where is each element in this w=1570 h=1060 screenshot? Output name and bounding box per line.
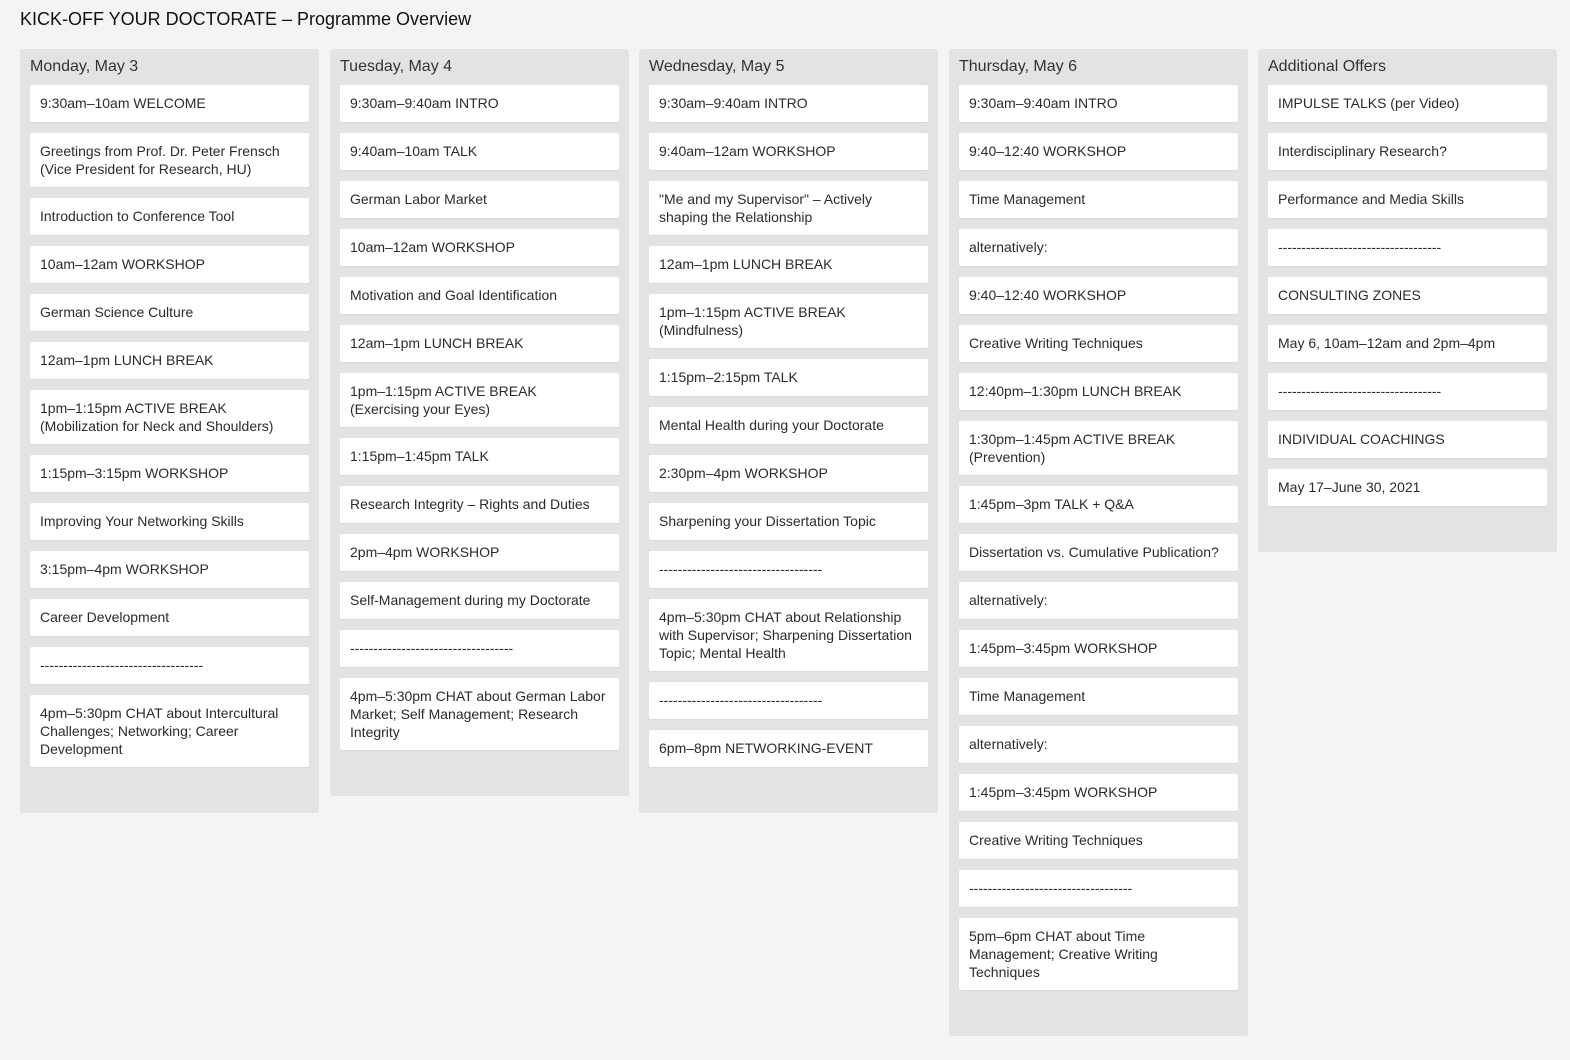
column-additional-offers [1258,49,1557,552]
card[interactable]: 1pm–1:15pm ACTIVE BREAK (Exercising your Eyes) [340,373,619,427]
card-list [1258,85,1557,506]
card[interactable]: IMPULSE TALKS (per Video) [1268,85,1547,122]
card[interactable]: ----------------------------------- [1268,229,1547,266]
card[interactable]: INDIVIDUAL COACHINGS [1268,421,1547,458]
card[interactable]: Research Integrity – Rights and Duties [340,486,619,523]
card[interactable]: 6pm–8pm NETWORKING-EVENT [649,730,928,767]
card[interactable]: ----------------------------------- [649,551,928,588]
card[interactable]: 9:30am–9:40am INTRO [959,85,1238,122]
card[interactable]: CONSULTING ZONES [1268,277,1547,314]
card[interactable]: alternatively: [959,582,1238,619]
card[interactable]: Time Management [959,181,1238,218]
card[interactable]: 1:45pm–3:45pm WORKSHOP [959,774,1238,811]
card[interactable]: Mental Health during your Doctorate [649,407,928,444]
card[interactable]: 1pm–1:15pm ACTIVE BREAK (Mindfulness) [649,294,928,348]
card[interactable]: German Science Culture [30,294,309,331]
card[interactable]: ----------------------------------- [1268,373,1547,410]
card-list [949,85,1248,990]
card[interactable]: 1:30pm–1:45pm ACTIVE BREAK (Prevention) [959,421,1238,475]
card[interactable]: German Labor Market [340,181,619,218]
card[interactable]: "Me and my Supervisor" – Actively shaping the Relationship [649,181,928,235]
card[interactable]: 3:15pm–4pm WORKSHOP [30,551,309,588]
page-title: KICK-OFF YOUR DOCTORATE – Programme Overview [20,9,472,29]
card[interactable]: 1:45pm–3pm TALK + Q&A [959,486,1238,523]
card[interactable]: 2pm–4pm WORKSHOP [340,534,619,571]
card[interactable]: Interdisciplinary Research? [1268,133,1547,170]
card[interactable]: Creative Writing Techniques [959,822,1238,859]
card[interactable]: 12am–1pm LUNCH BREAK [30,342,309,379]
card[interactable]: 1pm–1:15pm ACTIVE BREAK (Mobilization for Neck and Shoulders) [30,390,309,444]
card[interactable]: May 6, 10am–12am and 2pm–4pm [1268,325,1547,362]
card[interactable]: 12am–1pm LUNCH BREAK [649,246,928,283]
card[interactable]: Creative Writing Techniques [959,325,1238,362]
card[interactable]: Performance and Media Skills [1268,181,1547,218]
card[interactable]: 2:30pm–4pm WORKSHOP [649,455,928,492]
card[interactable]: 9:30am–9:40am INTRO [340,85,619,122]
card[interactable]: Self-Management during my Doctorate [340,582,619,619]
card[interactable]: ----------------------------------- [649,682,928,719]
card[interactable]: Introduction to Conference Tool [30,198,309,235]
card[interactable]: 1:45pm–3:45pm WORKSHOP [959,630,1238,667]
card[interactable]: 1:15pm–1:45pm TALK [340,438,619,475]
column-title: Monday, May 3 [30,58,139,75]
card[interactable]: 9:30am–9:40am INTRO [649,85,928,122]
card[interactable]: alternatively: [959,229,1238,266]
column-thursday [949,49,1248,1036]
card[interactable]: Greetings from Prof. Dr. Peter Frensch (Vice President for Research, HU) [30,133,309,187]
card[interactable]: Dissertation vs. Cumulative Publication? [959,534,1238,571]
column-monday [20,49,319,813]
card[interactable]: alternatively: [959,726,1238,763]
card[interactable]: 4pm–5:30pm CHAT about German Labor Market; Self Management; Research Integrity [340,678,619,750]
card[interactable]: 12am–1pm LUNCH BREAK [340,325,619,362]
card[interactable]: 4pm–5:30pm CHAT about Relationship with Supervisor; Sharpening Dissertation Topic; Mental Health [649,599,928,671]
card[interactable]: Time Management [959,678,1238,715]
card[interactable]: 9:30am–10am WELCOME [30,85,309,122]
card[interactable]: Sharpening your Dissertation Topic [649,503,928,540]
column-title: Wednesday, May 5 [649,58,785,75]
card[interactable]: 5pm–6pm CHAT about Time Management; Creative Writing Techniques [959,918,1238,990]
card[interactable]: ----------------------------------- [30,647,309,684]
card-list [330,85,629,750]
column-tuesday [330,49,629,796]
card[interactable]: 10am–12am WORKSHOP [340,229,619,266]
card[interactable]: 9:40am–12am WORKSHOP [649,133,928,170]
card[interactable]: ----------------------------------- [340,630,619,667]
card-list [20,85,319,767]
column-title: Thursday, May 6 [959,58,1077,75]
card[interactable]: 1:15pm–2:15pm TALK [649,359,928,396]
card[interactable]: 9:40–12:40 WORKSHOP [959,133,1238,170]
card[interactable]: 9:40am–10am TALK [340,133,619,170]
card[interactable]: 9:40–12:40 WORKSHOP [959,277,1238,314]
card[interactable]: May 17–June 30, 2021 [1268,469,1547,506]
column-title: Additional Offers [1268,58,1386,75]
card[interactable]: ----------------------------------- [959,870,1238,907]
column-wednesday [639,49,938,813]
card[interactable]: 1:15pm–3:15pm WORKSHOP [30,455,309,492]
card[interactable]: 12:40pm–1:30pm LUNCH BREAK [959,373,1238,410]
card[interactable]: Motivation and Goal Identification [340,277,619,314]
card-list [639,85,938,767]
card[interactable]: Career Development [30,599,309,636]
column-title: Tuesday, May 4 [340,58,453,75]
card[interactable]: 10am–12am WORKSHOP [30,246,309,283]
card[interactable]: 4pm–5:30pm CHAT about Intercultural Challenges; Networking; Career Development [30,695,309,767]
card[interactable]: Improving Your Networking Skills [30,503,309,540]
